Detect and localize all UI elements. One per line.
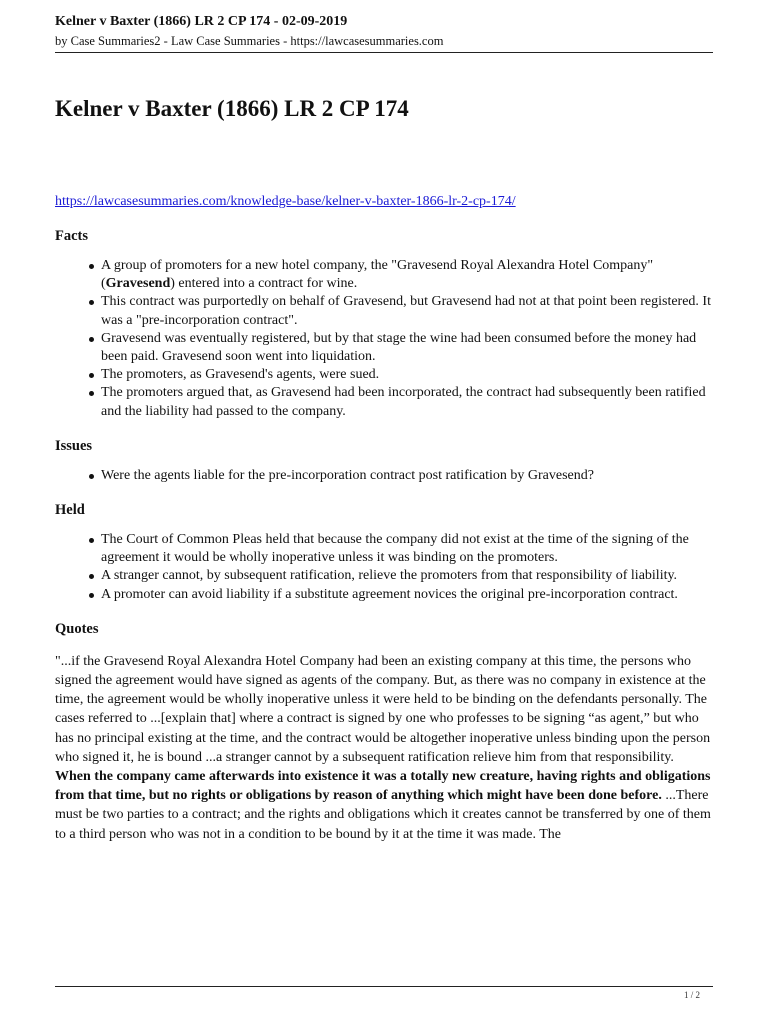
- facts-item-text: The promoters, as Gravesend's agents, were sued.: [101, 367, 380, 383]
- held-item-text: A stranger cannot, by subsequent ratification, relieve the promoters from that responsibility of liability.: [101, 568, 678, 584]
- quote-text-plain: "...if the Gravesend Royal Alexandra Hotel Company had been an existing company at this time, the persons who signed the agreement would have signed as agents of the company. But, as there was no company in existence at the time, the agreement would be wholly inoperative unless it were held to be binding on the defendants personally. The cases referred to ...[explain that] where a contract is signed by one who professes to be signing “as agent,” but who has no principal existing at the time, and the contract would be altogether inoperative unless binding upon the person who signed it, he is bound ...a stranger cannot by a subsequent ratification relieve him from that responsibility.: [55, 653, 711, 765]
- bullet-icon: [89, 574, 94, 579]
- footer-divider: [55, 986, 713, 987]
- held-list-item: [101, 586, 715, 604]
- held-heading: Held: [55, 502, 85, 519]
- facts-list-item: [101, 257, 715, 293]
- facts-item-bold-term: Gravesend: [105, 276, 171, 292]
- held-list-item: [101, 567, 715, 585]
- facts-list: [55, 257, 715, 421]
- issues-list: [55, 467, 715, 485]
- bullet-icon: [89, 391, 94, 396]
- facts-heading: Facts: [55, 228, 89, 244]
- header-divider: [55, 52, 713, 53]
- issues-item-text: Were the agents liable for the pre-incorporation contract post ratification by Gravesend?: [101, 467, 594, 483]
- bullet-icon: [89, 300, 94, 305]
- running-header: [55, 13, 713, 49]
- facts-item-text: The promoters argued that, as Gravesend had been incorporated, the contract had subsequently been ratified and the liability had passed to the company.: [101, 385, 706, 419]
- bullet-icon: [89, 593, 94, 598]
- held-item-text: A promoter can avoid liability if a substitute agreement novices the original pre-incorporation contract.: [101, 586, 678, 602]
- bullet-icon: [89, 373, 94, 378]
- facts-list-item: [101, 384, 715, 420]
- facts-item-text: This contract was purportedly on behalf of Gravesend, but Gravesend had not at that point been registered. It was a "pre-incorporation contract".: [101, 294, 711, 328]
- held-list-item: [101, 531, 715, 567]
- page-number: 1 / 2: [683, 990, 700, 1000]
- facts-list-item: [101, 330, 715, 366]
- issues-heading: Issues: [55, 437, 93, 454]
- quote-text-plain-continued: ...There must be two parties to a contract; and the rights and obligations which it creates cannot be transferred by one of them to a third person who was not in a condition to be bound by it at the time it was made. The: [55, 788, 711, 842]
- document-title: Kelner v Baxter (1866) LR 2 CP 174: [55, 96, 409, 121]
- document-body: [55, 95, 715, 844]
- quotes-heading: Quotes: [55, 620, 99, 637]
- bullet-icon: [89, 538, 94, 543]
- facts-item-text-pre: A group of promoters for a new hotel company, the "Gravesend Royal Alexandra Hotel Company" (: [101, 258, 654, 292]
- issues-list-item: [101, 467, 715, 485]
- header-title: Kelner v Baxter (1866) LR 2 CP 174 - 02-09-2019: [55, 14, 348, 29]
- facts-item-text-post: ) entered into a contract for wine.: [170, 276, 358, 292]
- facts-list-item: [101, 293, 715, 329]
- header-byline: by Case Summaries2 - Law Case Summaries - https://lawcasesummaries.com: [55, 34, 444, 48]
- facts-list-item: [101, 366, 715, 384]
- bullet-icon: [89, 264, 94, 269]
- quote-paragraph: [55, 652, 713, 844]
- facts-item-text: Gravesend was eventually registered, but by that stage the wine had been consumed before the money had been paid. Gravesend soon went into liquidation.: [101, 330, 697, 365]
- held-item-text: The Court of Common Pleas held that because the company did not exist at the time of the signing of the agreement it would be wholly inoperative unless it was binding on the promoters.: [101, 532, 689, 566]
- held-list: [55, 531, 715, 604]
- bullet-icon: [89, 474, 94, 479]
- quote-text-bold: When the company came afterwards into existence it was a totally new creature, having rights and obligations from that time, but no rights or obligations by reason of anything which might have been done before.: [55, 769, 711, 804]
- source-link[interactable]: https://lawcasesummaries.com/knowledge-base/kelner-v-baxter-1866-lr-2-cp-174/: [55, 194, 516, 209]
- bullet-icon: [89, 337, 94, 342]
